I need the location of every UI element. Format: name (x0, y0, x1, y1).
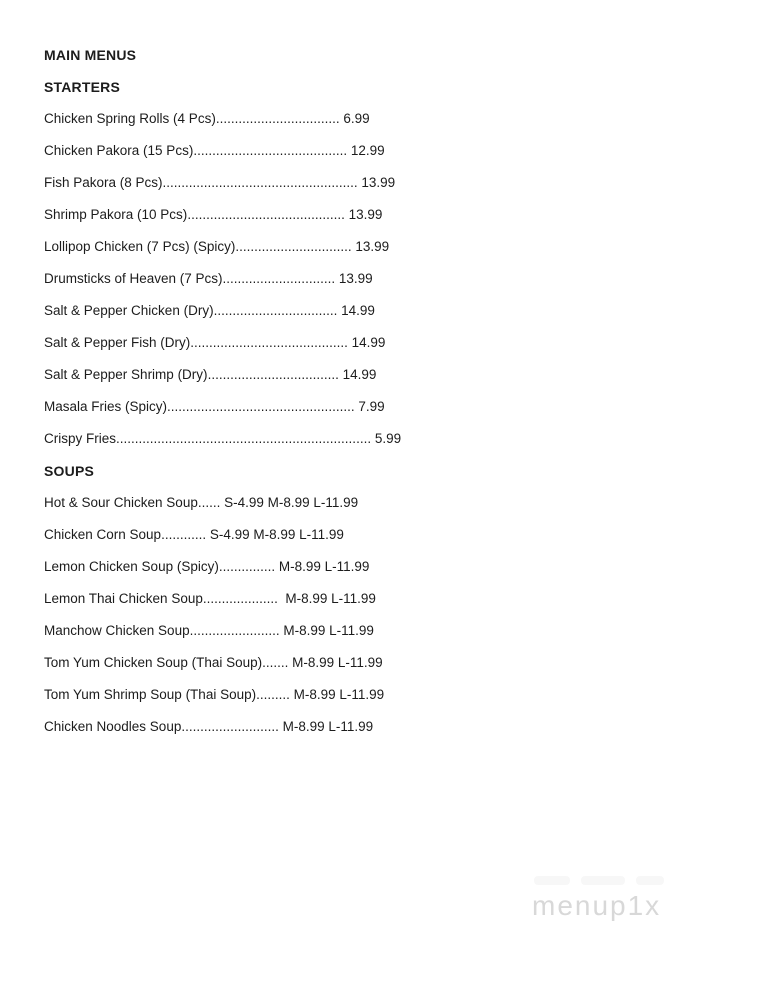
item-price: S-4.99 M-8.99 L-11.99 (224, 495, 359, 510)
item-name: Salt & Pepper Fish (Dry) (44, 335, 191, 350)
dot-leader: .......................................... (190, 335, 352, 350)
dot-leader: .................................................. (167, 399, 359, 414)
item-price: 5.99 (374, 431, 402, 446)
dot-leader: .................................................... (162, 175, 362, 190)
item-price: 13.99 (355, 239, 390, 254)
item-name: Salt & Pepper Chicken (Dry) (44, 303, 214, 318)
menupix-watermark (528, 870, 688, 930)
item-price: 12.99 (350, 143, 385, 158)
dot-leader: ....... (262, 655, 293, 670)
item-name: Crispy Fries (44, 431, 117, 446)
item-price: 14.99 (341, 303, 375, 318)
menu-item (44, 231, 724, 263)
section-heading-starters: STARTERS (44, 79, 121, 95)
item-price: 14.99 (342, 367, 377, 382)
item-name: Lollipop Chicken (7 Pcs) (Spicy) (44, 239, 236, 254)
dot-leader: .................... (202, 591, 286, 606)
item-name: Masala Fries (Spicy) (44, 399, 168, 414)
item-name: Drumsticks of Heaven (7 Pcs) (44, 271, 223, 286)
item-name: Lemon Thai Chicken Soup (44, 591, 203, 606)
dot-leader: ................................. (215, 111, 344, 126)
item-name: Hot & Sour Chicken Soup (44, 495, 198, 510)
menu-item (44, 647, 724, 679)
menu-item (44, 519, 724, 551)
item-name: Shrimp Pakora (10 Pcs) (44, 207, 188, 222)
menu-item (44, 679, 724, 711)
menu-item (44, 551, 724, 583)
item-price: S-4.99 M-8.99 L-11.99 (209, 527, 344, 542)
menu-item (44, 103, 724, 135)
item-price: M-8.99 L-11.99 (283, 623, 374, 638)
dot-leader: .......................................... (187, 207, 349, 222)
item-name: Salt & Pepper Shrimp (Dry) (44, 367, 208, 382)
item-name: Manchow Chicken Soup (44, 623, 190, 638)
item-price: M-8.99 L-11.99 (285, 591, 376, 606)
item-price: M-8.99 L-11.99 (293, 687, 385, 702)
watermark-logo-text: menup1x (532, 890, 662, 921)
menu-item (44, 295, 724, 327)
dot-leader: ...... (197, 495, 225, 510)
menu-item (44, 391, 724, 423)
item-name: Tom Yum Shrimp Soup (Thai Soup) (44, 687, 257, 702)
menu-item (44, 711, 724, 743)
dot-leader: ........................ (189, 623, 284, 638)
item-name: Chicken Noodles Soup (44, 719, 182, 734)
item-name: Tom Yum Chicken Soup (Thai Soup) (44, 655, 263, 670)
menu-item (44, 263, 724, 295)
section-heading-soups: SOUPS (44, 463, 95, 479)
dot-leader: ............................... (235, 239, 356, 254)
item-price: M-8.99 L-11.99 (282, 719, 374, 734)
dot-leader: ................................... (207, 367, 343, 382)
menu-document (44, 39, 724, 743)
item-name: Chicken Spring Rolls (4 Pcs) (44, 111, 216, 126)
menu-item (44, 487, 724, 519)
dot-leader: ......... (256, 687, 294, 702)
item-name: Chicken Corn Soup (44, 527, 162, 542)
menu-item (44, 423, 724, 455)
menu-item (44, 199, 724, 231)
item-price: 13.99 (361, 175, 396, 190)
menu-item (44, 583, 724, 615)
item-name: Fish Pakora (8 Pcs) (44, 175, 163, 190)
item-price: 6.99 (343, 111, 370, 126)
dot-leader: ......................................... (193, 143, 351, 158)
watermark-faint-text (534, 876, 664, 885)
item-price: 13.99 (348, 207, 383, 222)
item-price: M-8.99 L-11.99 (292, 655, 383, 670)
menu-title: MAIN MENUS (44, 47, 137, 63)
dot-leader: ............... (218, 559, 279, 574)
dot-leader: .......................... (181, 719, 283, 734)
menu-item (44, 327, 724, 359)
dot-leader: .............................. (222, 271, 339, 286)
dot-leader: ............ (161, 527, 210, 542)
menu-item (44, 135, 724, 167)
dot-leader: .................................................................... (116, 431, 375, 446)
menu-item (44, 615, 724, 647)
item-name: Lemon Chicken Soup (Spicy) (44, 559, 219, 574)
item-price: M-8.99 L-11.99 (278, 559, 370, 574)
dot-leader: ................................. (213, 303, 342, 318)
item-price: 13.99 (338, 271, 373, 286)
item-name: Chicken Pakora (15 Pcs) (44, 143, 194, 158)
menu-item (44, 359, 724, 391)
menu-item (44, 167, 724, 199)
item-price: 7.99 (358, 399, 385, 414)
item-price: 14.99 (351, 335, 386, 350)
